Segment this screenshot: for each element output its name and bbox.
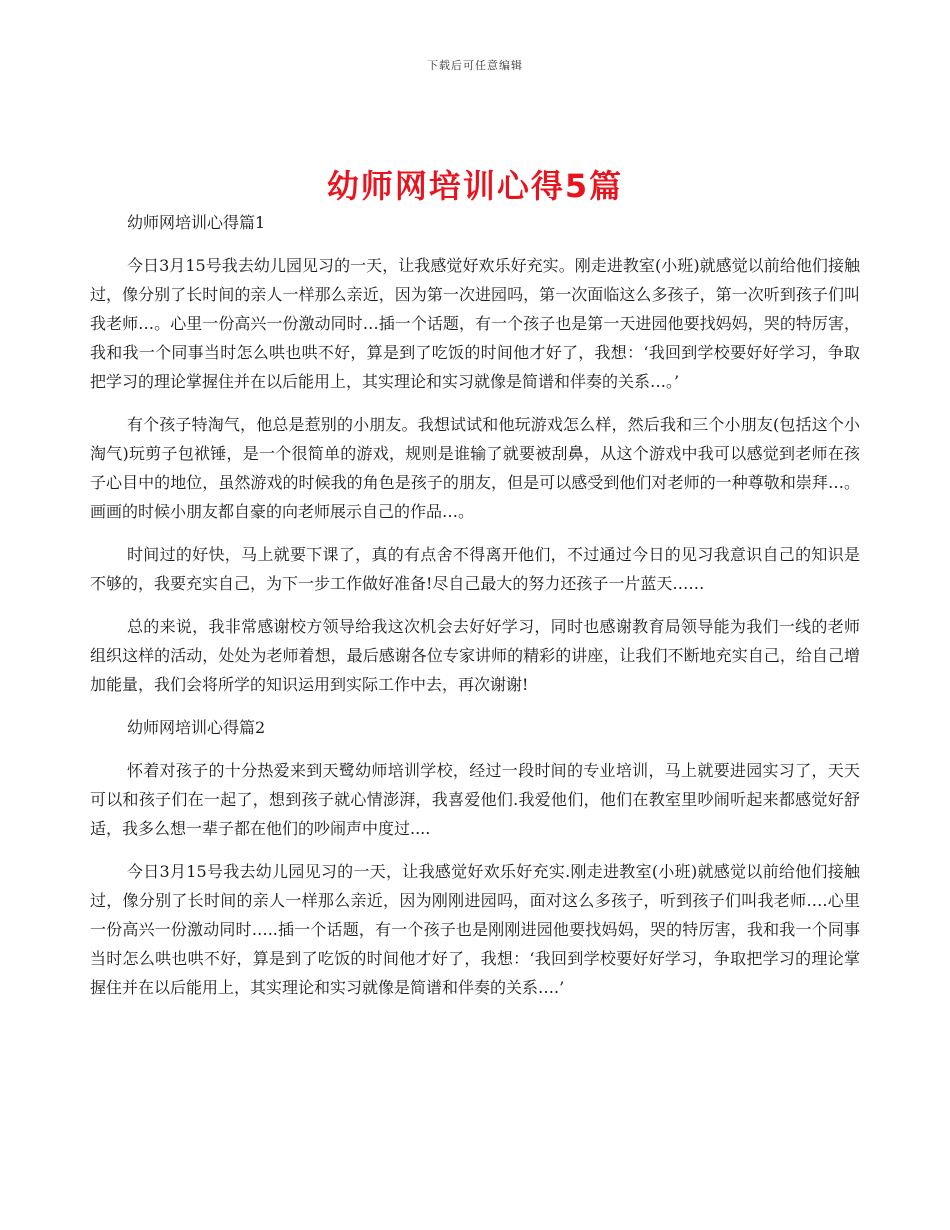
section-1 <box>90 208 860 699</box>
document-title: 幼师网培训心得5篇 <box>326 167 624 206</box>
paragraph: 总的来说，我非常感谢校方领导给我这次机会去好好学习，同时也感谢教育局领导能为我们一线的老师组织这样的活动，处处为老师着想，最后感谢各位专家讲师的精彩的讲座，让我们不断地充实自己，给自己增加能量，我们会将所学的知识运用到实际工作中去，再次谢谢! <box>90 617 860 694</box>
document-body <box>90 208 860 1016</box>
paragraph: 怀着对孩子的十分热爱来到天鹭幼师培训学校，经过一段时间的专业培训，马上就要进园实习了，天天可以和孩子们在一起了，想到孩子就心情澎湃，我喜爱他们.我爱他们，他们在教室里吵闹听起来都感觉好舒适，我多么想一辈子都在他们的吵闹声中度过.... <box>90 761 860 838</box>
paragraph: 有个孩子特淘气，他总是惹别的小朋友。我想试试和他玩游戏怎么样，然后我和三个小朋友(包括这个小淘气)玩剪子包袱锤，是一个很简单的游戏，规则是谁输了就要被刮鼻，从这个游戏中我可以感觉到老师在孩子心目中的地位，虽然游戏的时候我的角色是孩子的朋友，但是可以感受到他们对老师的一种尊敬和崇拜…。画画的时候小朋友都自豪的向老师展示自己的作品…。 <box>90 415 860 521</box>
paragraph: 今日3月15号我去幼儿园见习的一天，让我感觉好欢乐好充实。刚走进教室(小班)就感觉以前给他们接触过，像分别了长时间的亲人一样那么亲近，因为第一次进园吗，第一次面临这么多孩子，第一次听到孩子们叫我老师…。心里一份高兴一份激动同时…插一个话题，有一个孩子也是第一天进园他要找妈妈，哭的特厉害，我和我一个同事当时怎么哄也哄不好，算是到了吃饭的时间他才好了，我想：‘我回到学校要好好学习，争取把学习的理论掌握住并在以后能用上，其实理论和实习就像是简谱和伴奏的关系…。’ <box>90 256 860 391</box>
paragraph: 今日3月15号我去幼儿园见习的一天，让我感觉好欢乐好充实.刚走进教室(小班)就感觉以前给他们接触过，像分别了长时间的亲人一样那么亲近，因为刚刚进园吗，面对这么多孩子，听到孩子们叫我老师….心里一份高兴一份激动同时…..插一个话题，有一个孩子也是刚刚进园他要找妈妈，哭的特厉害，我和我一个同事当时怎么哄也哄不好，算是到了吃饭的时间他才好了，我想：‘我回到学校要好好学习，争取把学习的理论掌握住并在以后能用上，其实理论和实习就像是简谱和伴奏的关系….’ <box>90 862 860 997</box>
section-heading: 幼师网培训心得篇2 <box>127 718 266 737</box>
paragraph: 时间过的好快，马上就要下课了，真的有点舍不得离开他们，不过通过今日的见习我意识自己的知识是不够的，我要充实自己，为下一步工作做好准备!尽自己最大的努力还孩子一片蓝天…… <box>90 545 860 593</box>
section-heading: 幼师网培训心得篇1 <box>127 213 266 232</box>
page-header-note: 下载后可任意编辑 <box>427 59 523 72</box>
section-2 <box>90 713 860 1002</box>
